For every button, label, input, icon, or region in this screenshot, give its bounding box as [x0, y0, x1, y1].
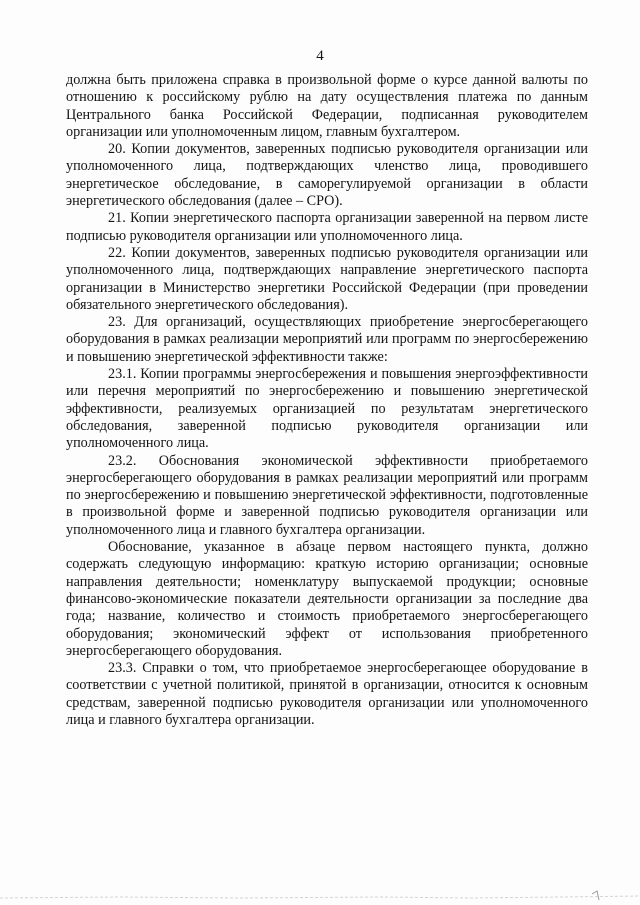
paragraph-item-23: 23. Для организаций, осуществляющих приобретение энергосберегающего оборудования в рамках реализации мероприятий или программ по энергосбережению и повышению энергетической эффективности также: [66, 314, 588, 365]
paragraph-item-23-3: 23.3. Справки о том, что приобретаемое энергосберегающее оборудование в соответствии с учетной политикой, принятой в организации, относится к основным средствам, заверенной подписью руководителя организации или уполномоченного лица и главного бухгалтера организации. [66, 660, 588, 728]
paragraph-item-22: 22. Копии документов, заверенных подписью руководителя организации или уполномоченного лица, подтверждающих направление энергетического паспорта организации в Министерство энергетики Российской Федерации (при проведении обязательного энергетического обследования). [66, 244, 588, 313]
paragraph-item-21: 21. Копии энергетического паспорта организации заверенной на первом листе подписью руководителя организации или уполномоченного лица. [66, 210, 588, 244]
paragraph-justification: Обоснование, указанное в абзаце первом настоящего пункта, должно содержать следующую информацию: краткую историю организации; основные направления деятельности; номенклатуру выпускаемой продукции; основные финансово-экономические показатели деятельности организации за последние два года; название, количество и стоимость приобретаемого энергосберегающего оборудования; экономический эффект от использования приобретенного энергосберегающего оборудования. [66, 539, 588, 659]
paragraph-item-20: 20. Копии документов, заверенных подписью руководителя организации или уполномоченного лица, подтверждающих членство лица, проводившего энергетическое обследование, в саморегулируемой организации в области энергетического обследования (далее – СРО). [66, 141, 588, 210]
paragraph-item-23-1: 23.1. Копии программы энергосбережения и повышения энергоэффективности или перечня мероприятий по энергосбережению и повышению энергетической эффективности, реализуемых организацией по результатам энергетического обследования, заверенной подписью руководителя организации или уполномоченного лица. [66, 366, 588, 452]
document-body [66, 72, 588, 729]
scan-edge-mark [0, 888, 640, 905]
paragraph-continuation: должна быть приложена справка в произвольной форме о курсе данной валюты по отношению к российскому рублю на дату осуществления платежа по данным Центрального банка Российской Федерации, подписанная руководителем организации или уполномоченным лицом, главным бухгалтером. [66, 72, 588, 140]
paragraph-item-23-2: 23.2. Обоснования экономической эффективности приобретаемого энергосберегающего оборудования в рамках реализации мероприятий или программ по энергосбережению и повышению энергетической эффективности, подготовленные в произвольной форме и заверенной подписью руководителя организации или уполномоченного лица и главного бухгалтера организации. [66, 452, 588, 538]
page-number: 4 [316, 48, 324, 64]
